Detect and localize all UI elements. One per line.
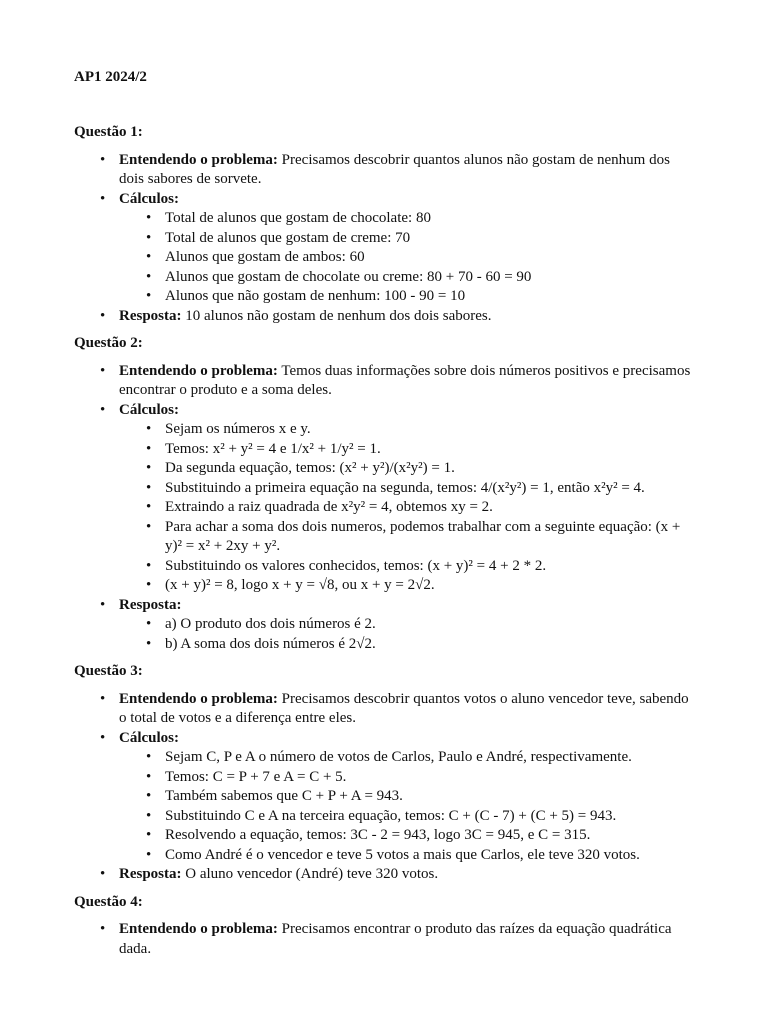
q2-calculations-list: [119, 420, 694, 596]
list-item: • Temos: x² + y² = 4 e 1/x² + 1/y² = 1.: [119, 440, 694, 460]
answer-label: Resposta:: [119, 596, 182, 613]
q3-calculations-item: [74, 729, 694, 866]
understanding-label: Entendendo o problema:: [119, 690, 278, 707]
q2-understanding-text: Temos duas informações sobre dois números positivos e precisamos encontrar o produto e a soma deles.: [119, 362, 691, 398]
list-item: • Total de alunos que gostam de chocolate: 80: [119, 209, 694, 229]
list-item: • Substituindo C e A na terceira equação, temos: C + (C - 7) + (C + 5) = 943.: [119, 807, 694, 827]
calculations-label: Cálculos:: [119, 729, 179, 746]
question-3-list: [74, 690, 694, 885]
answer-label: Resposta:: [119, 307, 182, 324]
calculations-label: Cálculos:: [119, 190, 179, 207]
list-item: • Temos: C = P + 7 e A = C + 5.: [119, 768, 694, 788]
list-item: • Sejam C, P e A o número de votos de Carlos, Paulo e André, respectivamente.: [119, 748, 694, 768]
question-2-title: Questão 2:: [74, 335, 143, 351]
question-3-title: Questão 3:: [74, 663, 143, 679]
question-1-list: [74, 151, 694, 327]
list-item: • (x + y)² = 8, logo x + y = √8, ou x + y = 2√2.: [119, 576, 694, 596]
list-item: • Total de alunos que gostam de creme: 70: [119, 229, 694, 249]
q1-calculations-item: [74, 190, 694, 307]
list-item: • Alunos que gostam de ambos: 60: [119, 248, 694, 268]
list-item: • Resolvendo a equação, temos: 3C - 2 = 943, logo 3C = 945, e C = 315.: [119, 826, 694, 846]
list-item: • Substituindo a primeira equação na segunda, temos: 4/(x²y²) = 1, então x²y² = 4.: [119, 479, 694, 499]
list-item: • Como André é o vencedor e teve 5 votos a mais que Carlos, ele teve 320 votos.: [119, 846, 694, 866]
list-item: • Também sabemos que C + P + A = 943.: [119, 787, 694, 807]
q1-answer-item: [74, 307, 694, 327]
answer-label: Resposta:: [119, 866, 182, 882]
list-item: • Substituindo os valores conhecidos, temos: (x + y)² = 4 + 2 * 2.: [119, 557, 694, 577]
list-item: • b) A soma dos dois números é 2√2.: [119, 635, 694, 655]
q3-calculations-list: [119, 748, 694, 865]
question-2-list: [74, 362, 694, 655]
q3-understanding-text: Precisamos descobrir quantos votos o aluno vencedor teve, sabendo o total de votos e a diferença entre eles.: [119, 690, 689, 726]
q1-understanding-text: Precisamos descobrir quantos alunos não gostam de nenhum dos dois sabores de sorvete.: [119, 151, 670, 187]
document-title: AP1 2024/2: [74, 69, 147, 85]
understanding-label: Entendendo o problema:: [119, 921, 278, 937]
question-1-title: Questão 1:: [74, 124, 143, 140]
q3-answer-item: [74, 865, 694, 885]
list-item: • Da segunda equação, temos: (x² + y²)/(x²y²) = 1.: [119, 459, 694, 479]
q4-understanding-item: [74, 920, 694, 959]
q2-answer-item: [74, 596, 694, 655]
list-item: • Alunos que gostam de chocolate ou creme: 80 + 70 - 60 = 90: [119, 268, 694, 288]
understanding-label: Entendendo o problema:: [119, 362, 278, 379]
question-4-list: [74, 920, 694, 959]
q2-understanding-item: [74, 362, 694, 401]
list-item: • Sejam os números x e y.: [119, 420, 694, 440]
q2-answer-list: [119, 615, 694, 654]
understanding-label: Entendendo o problema:: [119, 151, 278, 168]
q3-understanding-item: [74, 690, 694, 729]
q2-calculations-item: [74, 401, 694, 596]
q3-answer-text: O aluno vencedor (André) teve 320 votos.: [181, 866, 439, 882]
list-item: • Extraindo a raiz quadrada de x²y² = 4, obtemos xy = 2.: [119, 498, 694, 518]
list-item: • Alunos que não gostam de nenhum: 100 - 90 = 10: [119, 287, 694, 307]
q4-understanding-text: Precisamos encontrar o produto das raízes da equação quadrática dada.: [119, 921, 672, 957]
q1-answer-text: 10 alunos não gostam de nenhum dos dois sabores.: [181, 307, 492, 324]
q1-understanding-item: [74, 151, 694, 190]
list-item: • a) O produto dos dois números é 2.: [119, 615, 694, 635]
calculations-label: Cálculos:: [119, 401, 179, 418]
question-4-title: Questão 4:: [74, 893, 143, 910]
q1-calculations-list: [119, 209, 694, 307]
list-item: • Para achar a soma dos dois numeros, podemos trabalhar com a seguinte equação: (x + y)² = x² + 2xy + y².: [119, 518, 694, 557]
